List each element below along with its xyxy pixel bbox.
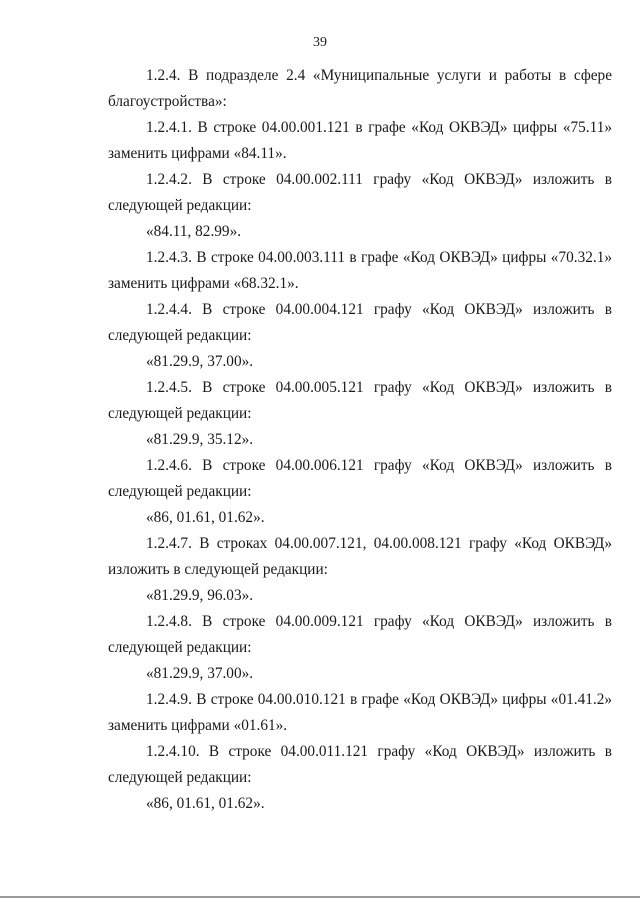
paragraph-1-2-4-1: 1.2.4.1. В строке 04.00.001.121 в графе «Код ОКВЭД» цифры «75.11» заменить цифрами «84.11». <box>108 119 612 162</box>
paragraph-1-2-4-9: 1.2.4.9. В строке 04.00.010.121 в графе «Код ОКВЭД» цифры «01.41.2» заменить цифрами «01.61». <box>108 691 612 734</box>
page-number: 39 <box>313 35 327 50</box>
quote-1-2-4-7: «81.29.9, 96.03». <box>146 587 254 604</box>
quote-1-2-4-4: «81.29.9, 37.00». <box>146 353 254 370</box>
paragraph-1-2-4: 1.2.4. В подразделе 2.4 «Муниципальные услуги и работы в сфере благоустройства»: <box>108 67 612 110</box>
paragraph-1-2-4-3: 1.2.4.3. В строке 04.00.003.111 в графе «Код ОКВЭД» цифры «70.32.1» заменить цифрами «68.32.1». <box>108 249 612 292</box>
paragraph-1-2-4-10: 1.2.4.10. В строке 04.00.011.121 графу «Код ОКВЭД» изложить в следующей редакции: <box>108 743 612 786</box>
paragraph-1-2-4-4: 1.2.4.4. В строке 04.00.004.121 графу «Код ОКВЭД» изложить в следующей редакции: <box>108 301 612 344</box>
paragraph-1-2-4-6: 1.2.4.6. В строке 04.00.006.121 графу «Код ОКВЭД» изложить в следующей редакции: <box>108 457 612 500</box>
quote-1-2-4-10: «86, 01.61, 01.62». <box>146 795 265 812</box>
paragraph-1-2-4-2: 1.2.4.2. В строке 04.00.002.111 графу «Код ОКВЭД» изложить в следующей редакции: <box>108 171 612 214</box>
quote-1-2-4-5: «81.29.9, 35.12». <box>146 431 254 448</box>
scan-edge-line <box>0 896 640 898</box>
quote-1-2-4-6: «86, 01.61, 01.62». <box>146 509 265 526</box>
quote-1-2-4-2: «84.11, 82.99». <box>146 223 242 240</box>
paragraph-1-2-4-7: 1.2.4.7. В строках 04.00.007.121, 04.00.008.121 графу «Код ОКВЭД» изложить в следующей редакции: <box>108 535 612 578</box>
quote-1-2-4-8: «81.29.9, 37.00». <box>146 665 254 682</box>
document-body <box>108 63 612 817</box>
paragraph-1-2-4-8: 1.2.4.8. В строке 04.00.009.121 графу «Код ОКВЭД» изложить в следующей редакции: <box>108 613 612 656</box>
paragraph-1-2-4-5: 1.2.4.5. В строке 04.00.005.121 графу «Код ОКВЭД» изложить в следующей редакции: <box>108 379 612 422</box>
